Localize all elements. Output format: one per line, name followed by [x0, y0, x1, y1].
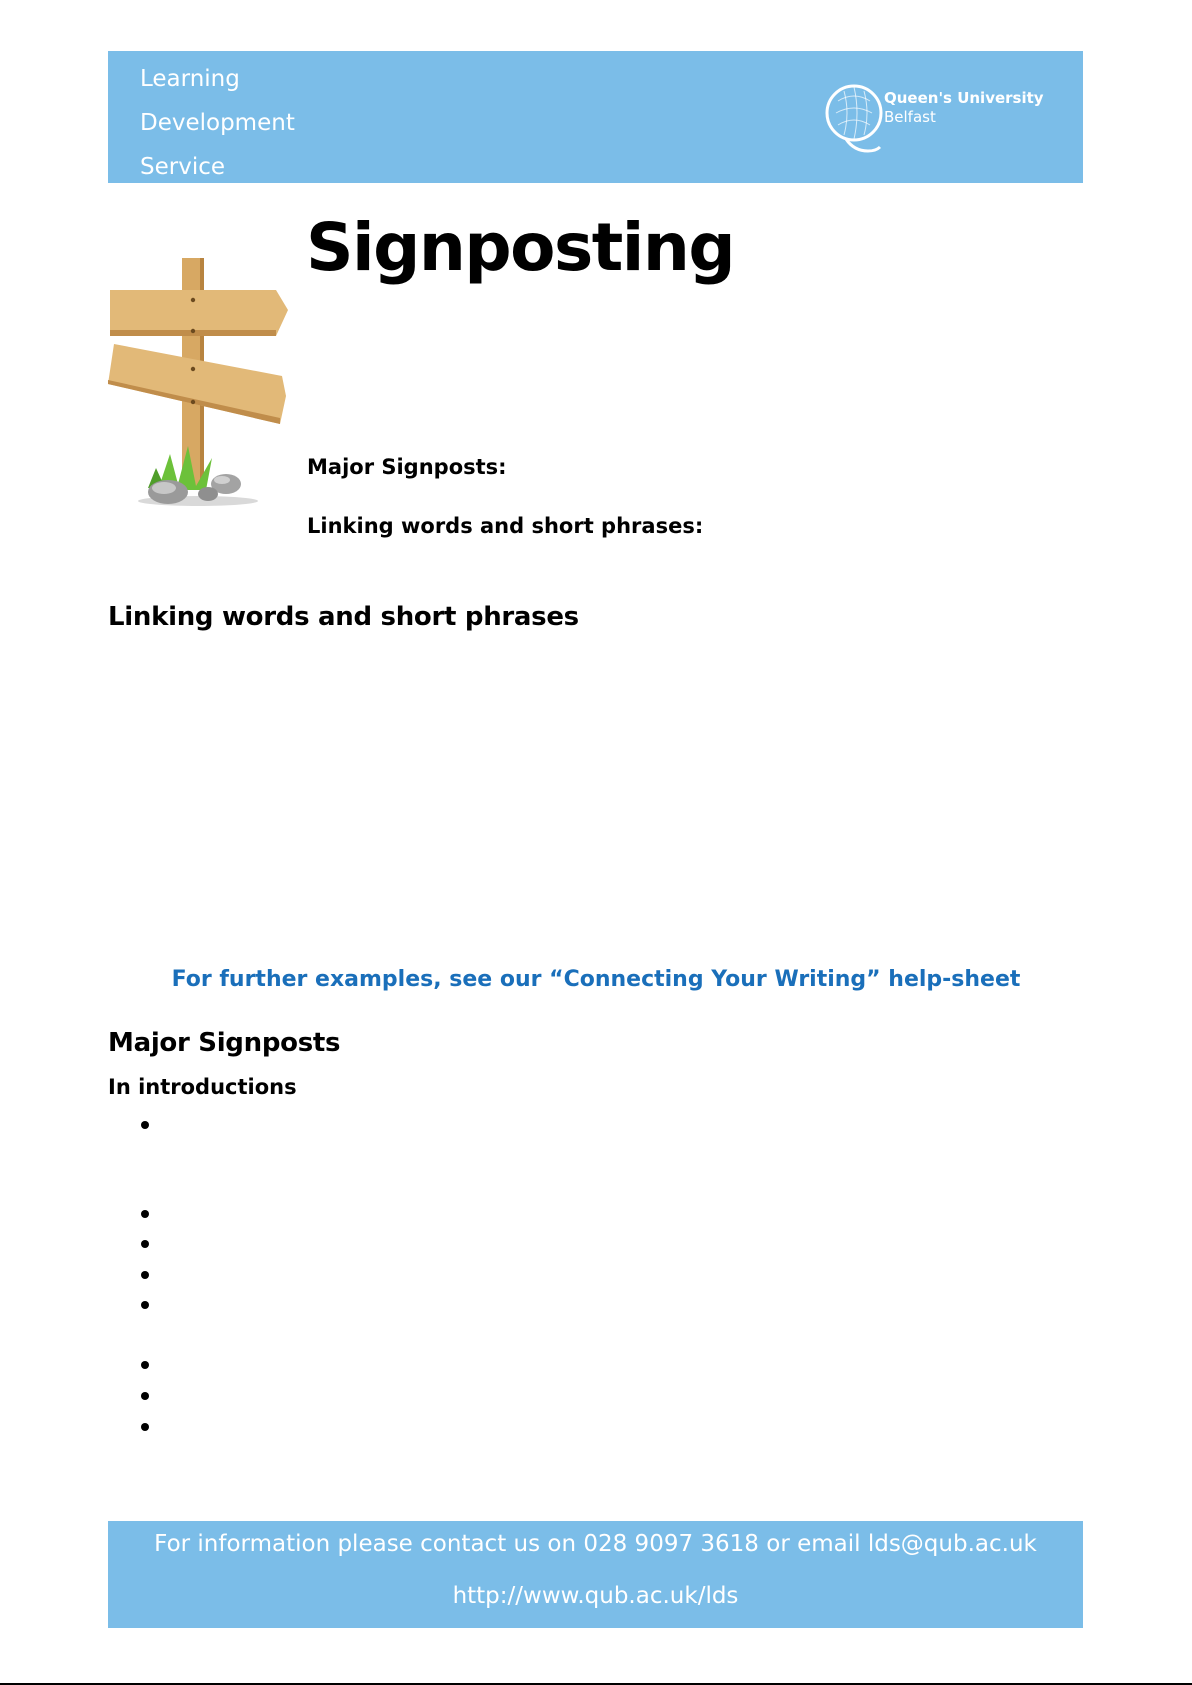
header-banner	[108, 51, 1083, 183]
list-bullet	[141, 1392, 149, 1400]
department-line-2: Development	[140, 110, 295, 136]
section-heading-linking: Linking words and short phrases	[108, 602, 579, 632]
list-bullet	[141, 1423, 149, 1431]
logo-sub: Belfast	[884, 108, 936, 126]
toc-item-major-signposts[interactable]: Major Signposts:	[307, 455, 507, 479]
university-logo	[824, 81, 1044, 161]
department-name	[140, 57, 295, 189]
department-line-3: Service	[140, 154, 226, 180]
subheading-introductions: In introductions	[108, 1075, 297, 1099]
page-title: Signposting	[306, 209, 735, 286]
footer-banner	[108, 1521, 1083, 1628]
section-heading-major: Major Signposts	[108, 1028, 341, 1058]
list-bullet	[141, 1361, 149, 1369]
list-bullet	[141, 1121, 149, 1129]
toc-item-linking-words[interactable]: Linking words and short phrases:	[307, 514, 704, 538]
signpost-icon	[108, 258, 290, 508]
department-line-1: Learning	[140, 66, 240, 92]
list-bullet	[141, 1240, 149, 1248]
connecting-writing-link[interactable]: For further examples, see our “Connecting Your Writing” help-sheet	[171, 967, 1021, 992]
list-bullet	[141, 1271, 149, 1279]
university-crest-icon	[824, 81, 888, 161]
logo-name: Queen's University	[884, 89, 1044, 107]
footer-contact: For information please contact us on 028 9097 3618 or email lds@qub.ac.uk	[154, 1531, 1037, 1557]
list-bullet	[141, 1301, 149, 1309]
footer-url-link[interactable]: http://www.qub.ac.uk/lds	[452, 1583, 739, 1609]
list-bullet	[141, 1210, 149, 1218]
